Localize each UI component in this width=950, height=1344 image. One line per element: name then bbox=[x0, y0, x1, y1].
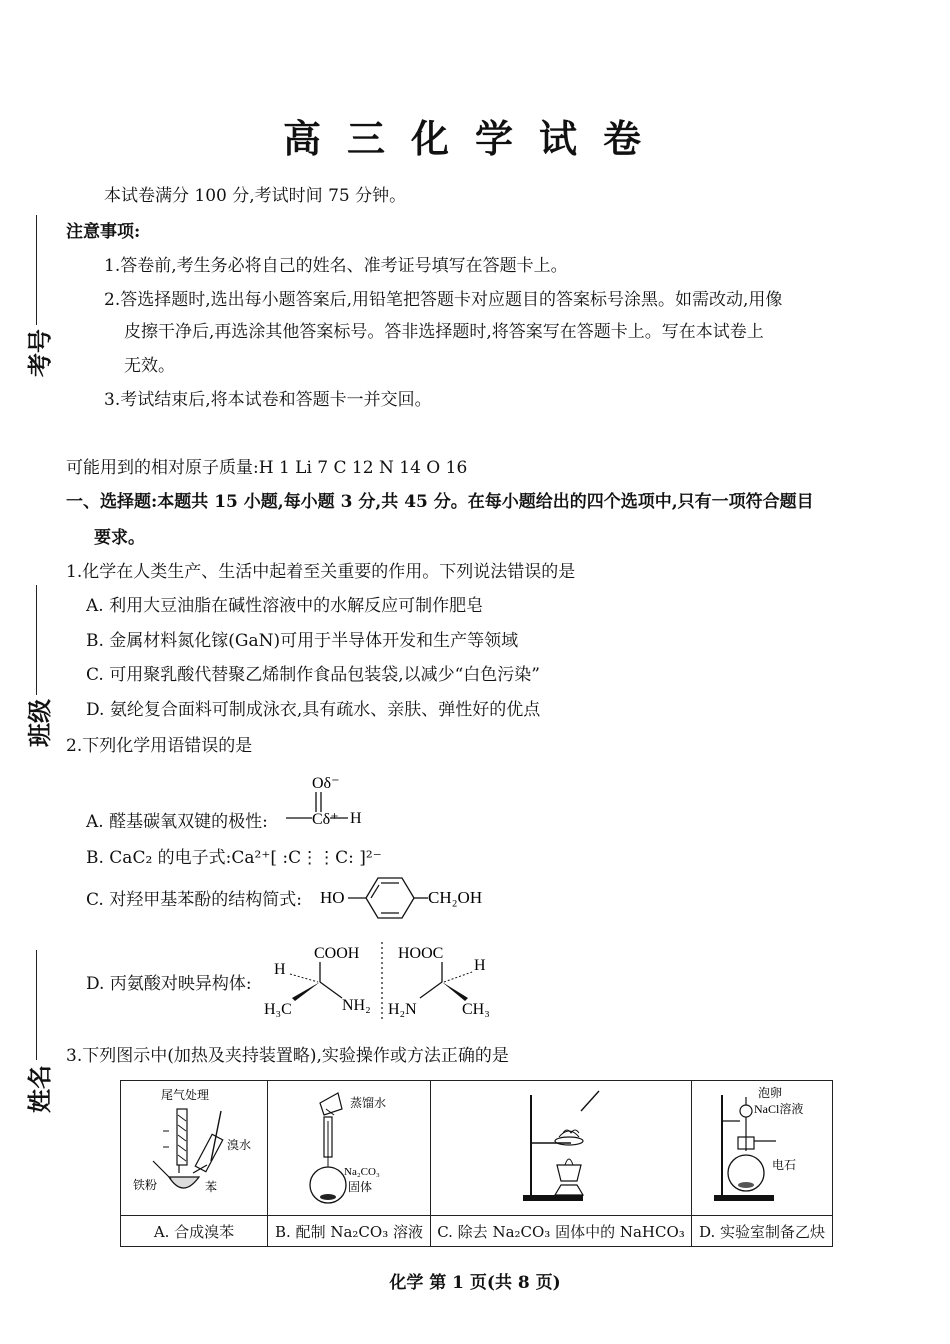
apparatus-a-figure bbox=[121, 1081, 268, 1216]
carbon-delta-label: Cδ⁺ bbox=[312, 811, 339, 828]
benzene-label: 苯 bbox=[205, 1180, 218, 1194]
solid-label: 固体 bbox=[348, 1180, 373, 1194]
q2-option-d: D. 丙氨酸对映异构体: bbox=[86, 974, 252, 994]
bromobenzene-apparatus-figure bbox=[121, 1081, 267, 1211]
ho-label: HO bbox=[320, 888, 345, 907]
q2-option-c: C. 对羟甲基苯酚的结构简式: bbox=[86, 890, 302, 910]
ch2oh-label: CH₂OH bbox=[428, 888, 483, 907]
q3-stem: 3.下列图示中(加热及夹持装置略),实验操作或方法正确的是 bbox=[66, 1046, 509, 1066]
apparatus-d-figure bbox=[692, 1081, 833, 1216]
caption-b: B. 配制 Na₂CO₃ 溶液 bbox=[268, 1216, 431, 1247]
cac2-electron-formula: Ca²⁺[ :C⋮⋮C: ]²⁻ bbox=[231, 848, 382, 868]
q1-option-a: A. 利用大豆油脂在碱性溶液中的水解反应可制作肥皂 bbox=[86, 596, 484, 616]
na2co3-label: Na₂CO₃ bbox=[344, 1166, 380, 1178]
caption-d: D. 实验室制备乙炔 bbox=[692, 1216, 833, 1247]
alanine-enantiomers bbox=[262, 938, 502, 1024]
tail-gas-label: 尾气处理 bbox=[161, 1088, 210, 1102]
page-footer: 化学 第 1 页(共 8 页) bbox=[389, 1273, 561, 1293]
nh2-label: NH₂ bbox=[342, 997, 371, 1014]
calcium-carbide-label: 电石 bbox=[772, 1158, 797, 1172]
hydrogen-label: H bbox=[274, 961, 286, 978]
ch3-label: CH₃ bbox=[462, 1001, 490, 1018]
hooc-label: HOOC bbox=[398, 945, 444, 962]
nacl-solution-label: NaCl溶液 bbox=[754, 1102, 804, 1116]
notice-line: 1.答卷前,考生务必将自己的姓名、准考证号填写在答题卡上。 bbox=[104, 256, 568, 276]
q1-option-c: C. 可用聚乳酸代替聚乙烯制作食品包装袋,以减少“白色污染” bbox=[86, 665, 540, 685]
name-label: 姓名 bbox=[25, 1065, 54, 1113]
caption-c: C. 除去 Na₂CO₃ 固体中的 NaHCO₃ bbox=[431, 1216, 692, 1247]
q2-option-b-text: B. CaC₂ 的电子式: bbox=[86, 848, 232, 868]
iron-powder-label: 铁粉 bbox=[133, 1178, 158, 1192]
notice-line: 2.答选择题时,选出每小题答案后,用铅笔把答题卡对应题目的答案标号涂黑。如需改动,用像 bbox=[104, 290, 783, 310]
h3c-label: H₃C bbox=[264, 1001, 292, 1018]
class-label: 班级 bbox=[25, 699, 54, 747]
hydroxymethylphenol-structure bbox=[318, 872, 498, 920]
q1-stem: 1.化学在人类生产、生活中起着至关重要的作用。下列说法错误的是 bbox=[66, 562, 576, 582]
apparatus-c-figure bbox=[431, 1081, 692, 1216]
notice-line: 3.考试结束后,将本试卷和答题卡一并交回。 bbox=[104, 390, 432, 410]
caption-a: A. 合成溴苯 bbox=[121, 1216, 268, 1247]
apparatus-b-figure bbox=[268, 1081, 431, 1216]
oxygen-delta-label: Oδ⁻ bbox=[312, 775, 340, 792]
acetylene-apparatus-figure bbox=[692, 1081, 832, 1211]
distilled-water-label: 蒸馏水 bbox=[350, 1096, 387, 1110]
class-line bbox=[36, 585, 37, 695]
page-title: 高三化学试卷 bbox=[282, 116, 667, 161]
hydrogen-label: H bbox=[474, 957, 486, 974]
solution-preparation-figure bbox=[268, 1081, 430, 1211]
name-line bbox=[36, 950, 37, 1060]
intro-text: 本试卷满分 100 分,考试时间 75 分钟。 bbox=[104, 186, 407, 206]
q2-stem: 2.下列化学用语错误的是 bbox=[66, 736, 253, 756]
notice-line: 无效。 bbox=[124, 356, 175, 376]
h2n-label: H₂N bbox=[388, 1001, 417, 1018]
exam-no-label: 考号 bbox=[25, 329, 54, 377]
heating-solid-figure bbox=[431, 1081, 691, 1211]
aldehyde-polarity-structure bbox=[282, 768, 382, 838]
section-heading: 一、选择题:本题共 15 小题,每小题 3 分,共 45 分。在每小题给出的四个选项中,只有一项符合题目 bbox=[66, 492, 814, 512]
q2-option-b bbox=[86, 848, 382, 868]
bubble-label: 泡卵 bbox=[758, 1086, 783, 1100]
apparatus-table bbox=[120, 1080, 833, 1247]
q1-option-d: D. 氨纶复合面料可制成泳衣,具有疏水、亲肤、弹性好的优点 bbox=[86, 700, 541, 720]
notice-line: 皮擦干净后,再选涂其他答案标号。答非选择题时,将答案写在答题卡上。写在本试卷上 bbox=[124, 322, 764, 342]
notice-title: 注意事项: bbox=[66, 222, 141, 242]
q1-option-b: B. 金属材料氮化镓(GaN)可用于半导体开发和生产等领域 bbox=[86, 631, 519, 651]
cooh-label: COOH bbox=[314, 945, 360, 962]
section-heading-cont: 要求。 bbox=[94, 528, 145, 548]
q2-option-a: A. 醛基碳氧双键的极性: bbox=[86, 812, 268, 832]
exam-no-line bbox=[36, 215, 37, 325]
bromine-water-label: 溴水 bbox=[227, 1138, 252, 1152]
hydrogen-label: H bbox=[350, 810, 362, 827]
atomic-mass: 可能用到的相对原子质量:H 1 Li 7 C 12 N 14 O 16 bbox=[66, 458, 468, 478]
